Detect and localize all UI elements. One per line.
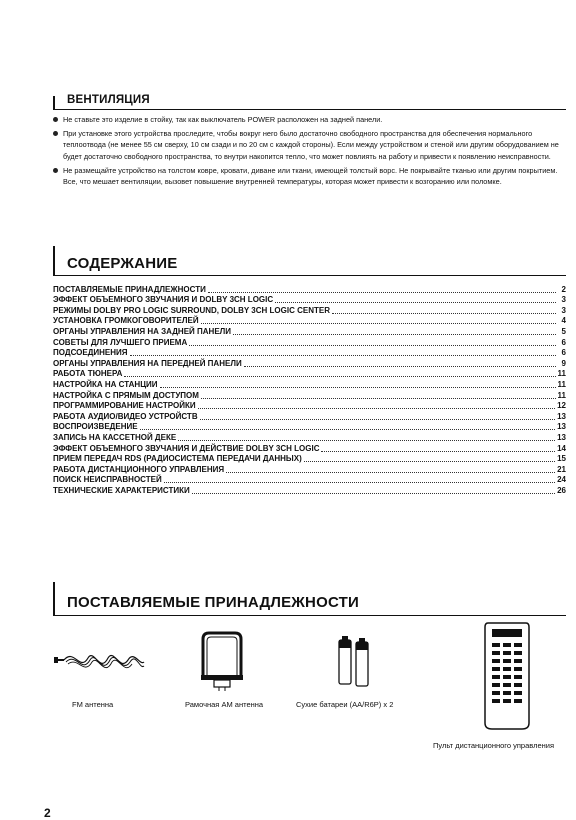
toc-item-page: 4 xyxy=(561,316,566,326)
toc-item-page: 2 xyxy=(561,284,566,294)
toc-item-label: ПОИСК НЕИСПРАВНОСТЕЙ xyxy=(53,475,162,485)
toc-item-page: 13 xyxy=(557,411,566,421)
toc-item xyxy=(53,401,566,412)
toc-item-label: ТЕХНИЧЕСКИЕ ХАРАКТЕРИСТИКИ xyxy=(53,485,190,495)
toc-item xyxy=(53,358,566,369)
remote-caption: Пульт дистанционного управления xyxy=(433,741,555,750)
page-number: 2 xyxy=(44,806,51,820)
batteries-caption: Сухие батареи (AA/R6P) x 2 xyxy=(296,700,394,709)
toc-leader-dots xyxy=(198,407,556,409)
toc-leader-dots xyxy=(226,471,555,473)
toc-leader-dots xyxy=(164,481,555,483)
toc-leader-dots xyxy=(304,460,555,462)
ventilation-header xyxy=(53,96,566,110)
toc-item-page: 3 xyxy=(561,295,566,305)
toc-item-page: 12 xyxy=(557,401,566,411)
toc-item-label: ПОДСОЕДИНЕНИЯ xyxy=(53,348,128,358)
toc-item-label: РЕЖИМЫ DOLBY PRO LOGIC SURROUND, DOLBY 3CH LOGIC CENTER xyxy=(53,305,330,315)
toc-item-page: 26 xyxy=(557,485,566,495)
toc-leader-dots xyxy=(160,386,556,388)
toc-item-page: 11 xyxy=(557,369,566,379)
remote-control-illustration xyxy=(484,621,530,731)
toc-leader-dots xyxy=(178,439,555,441)
toc-item-page: 14 xyxy=(557,443,566,453)
toc-item xyxy=(53,422,566,433)
ventilation-title: ВЕНТИЛЯЦИЯ xyxy=(67,94,150,106)
toc-item xyxy=(53,411,566,422)
toc-item-label: ПОСТАВЛЯЕМЫЕ ПРИНАДЛЕЖНОСТИ xyxy=(53,284,206,294)
toc-item-page: 3 xyxy=(561,305,566,315)
toc-item xyxy=(53,464,566,475)
contents-title: СОДЕРЖАНИЕ xyxy=(67,255,178,272)
toc-item-page: 5 xyxy=(561,326,566,336)
am-loop-antenna-illustration xyxy=(197,631,247,691)
toc-leader-dots xyxy=(244,365,556,367)
toc-item-label: НАСТРОЙКА НА СТАНЦИИ xyxy=(53,379,158,389)
bullet-dot-icon xyxy=(53,168,58,173)
toc-item-label: РАБОТА ТЮНЕРА xyxy=(53,369,123,379)
toc-item-label: ПРИЕМ ПЕРЕДАЧ RDS (РАДИОСИСТЕМА ПЕРЕДАЧИ ДАННЫХ) xyxy=(53,454,302,464)
am-antenna-caption: Рамочная АМ антенна xyxy=(185,700,264,709)
contents-header xyxy=(53,246,566,276)
toc-item-page: 9 xyxy=(561,358,566,368)
toc-item-label: ОРГАНЫ УПРАВЛЕНИЯ НА ЗАДНЕЙ ПАНЕЛИ xyxy=(53,326,232,336)
ventilation-bullets xyxy=(53,114,566,190)
ventilation-bullet: Не размещайте устройство на толстом ковре, кровати, диване или ткани, имеющей толстый ворс. Не покрывайте тканью или другим покрытием. Все, что мешает вентиляции, вызовет повышение внутренней температуры, которая может привести к возгоранию или поломке. xyxy=(53,165,566,187)
toc-item-label: СОВЕТЫ ДЛЯ ЛУЧШЕГО ПРИЕМА xyxy=(53,337,188,347)
toc-item-page: 15 xyxy=(557,454,566,464)
ventilation-bullet: При установке этого устройства проследите, чтобы вокруг него было достаточно свободного пространства для обеспечения нормального теплоотвода (не менее 55 см сверху, 10 см сзади и по 20 см с каждой стороны). Если между устройством и стеной или другим оборудованием не будет достаточно свободного пространства, то внутри накопится тепло, что может повлиять на работу и привести к появлению неисправности. xyxy=(53,128,566,162)
toc-item xyxy=(53,316,566,327)
toc-leader-dots xyxy=(208,291,556,293)
bullet-dot-icon xyxy=(53,117,58,122)
toc-item-page: 6 xyxy=(561,337,566,347)
accessories-title: ПОСТАВЛЯЕМЫЕ ПРИНАДЛЕЖНОСТИ xyxy=(67,594,359,611)
toc-item-label: ПРОГРАММИРОВАНИЕ НАСТРОЙКИ xyxy=(53,401,196,411)
toc-item xyxy=(53,475,566,486)
toc-item xyxy=(53,443,566,454)
toc-leader-dots xyxy=(321,450,555,452)
toc-item xyxy=(53,369,566,380)
toc-item-label: ЭФФЕКТ ОБЪЕМНОГО ЗВУЧАНИЯ И ДЕЙСТВИЕ DOLBY 3CH LOGIC xyxy=(53,443,320,453)
toc-item xyxy=(53,390,566,401)
toc-item-label: ОРГАНЫ УПРАВЛЕНИЯ НА ПЕРЕДНЕЙ ПАНЕЛИ xyxy=(53,358,242,368)
toc-item xyxy=(53,454,566,465)
toc-item-label: ВОСПРОИЗВЕДЕНИЕ xyxy=(53,422,138,432)
toc-item xyxy=(53,348,566,359)
toc-leader-dots xyxy=(233,333,556,335)
toc-leader-dots xyxy=(201,397,556,399)
toc-leader-dots xyxy=(201,322,556,324)
toc-item-label: РАБОТА ДИСТАНЦИОННОГО УПРАВЛЕНИЯ xyxy=(53,464,225,474)
toc-item-label: ЗАПИСЬ НА КАССЕТНОЙ ДЕКЕ xyxy=(53,432,177,442)
toc-item-label: ЭФФЕКТ ОБЪЕМНОГО ЗВУЧАНИЯ И DOLBY 3CH LOGIC xyxy=(53,295,274,305)
toc-leader-dots xyxy=(192,492,555,494)
batteries-illustration xyxy=(337,635,377,687)
toc-item-page: 13 xyxy=(557,432,566,442)
toc-item-label: НАСТРОЙКА С ПРЯМЫМ ДОСТУПОМ xyxy=(53,390,199,400)
toc-item xyxy=(53,305,566,316)
toc-item-page: 13 xyxy=(557,422,566,432)
toc-item xyxy=(53,432,566,443)
toc-item-label: УСТАНОВКА ГРОМКОГОВОРИТЕЛЕЙ xyxy=(53,316,199,326)
accessories-header xyxy=(53,582,566,616)
toc-item-label: РАБОТА АУДИО/ВИДЕО УСТРОЙСТВ xyxy=(53,411,198,421)
toc-leader-dots xyxy=(275,301,556,303)
toc-leader-dots xyxy=(130,354,556,356)
toc-leader-dots xyxy=(189,344,556,346)
fm-antenna-caption: FM антенна xyxy=(72,700,114,709)
toc-item xyxy=(53,284,566,295)
toc-item-page: 11 xyxy=(557,379,566,389)
toc-item-page: 11 xyxy=(557,390,566,400)
toc-leader-dots xyxy=(332,312,556,314)
toc-item-page: 21 xyxy=(557,464,566,474)
toc-item xyxy=(53,326,566,337)
toc-item xyxy=(53,485,566,496)
bullet-dot-icon xyxy=(53,131,58,136)
toc-item-page: 24 xyxy=(557,475,566,485)
toc-leader-dots xyxy=(124,375,555,377)
fm-antenna-illustration xyxy=(54,646,146,682)
toc-leader-dots xyxy=(140,428,556,430)
toc-item-page: 6 xyxy=(561,348,566,358)
toc-item xyxy=(53,379,566,390)
toc-item xyxy=(53,337,566,348)
ventilation-bullet: Не ставьте это изделие в стойку, так как выключатель POWER расположен на задней панели. xyxy=(53,114,566,125)
toc-leader-dots xyxy=(200,418,555,420)
toc-item xyxy=(53,295,566,306)
table-of-contents xyxy=(53,284,566,496)
